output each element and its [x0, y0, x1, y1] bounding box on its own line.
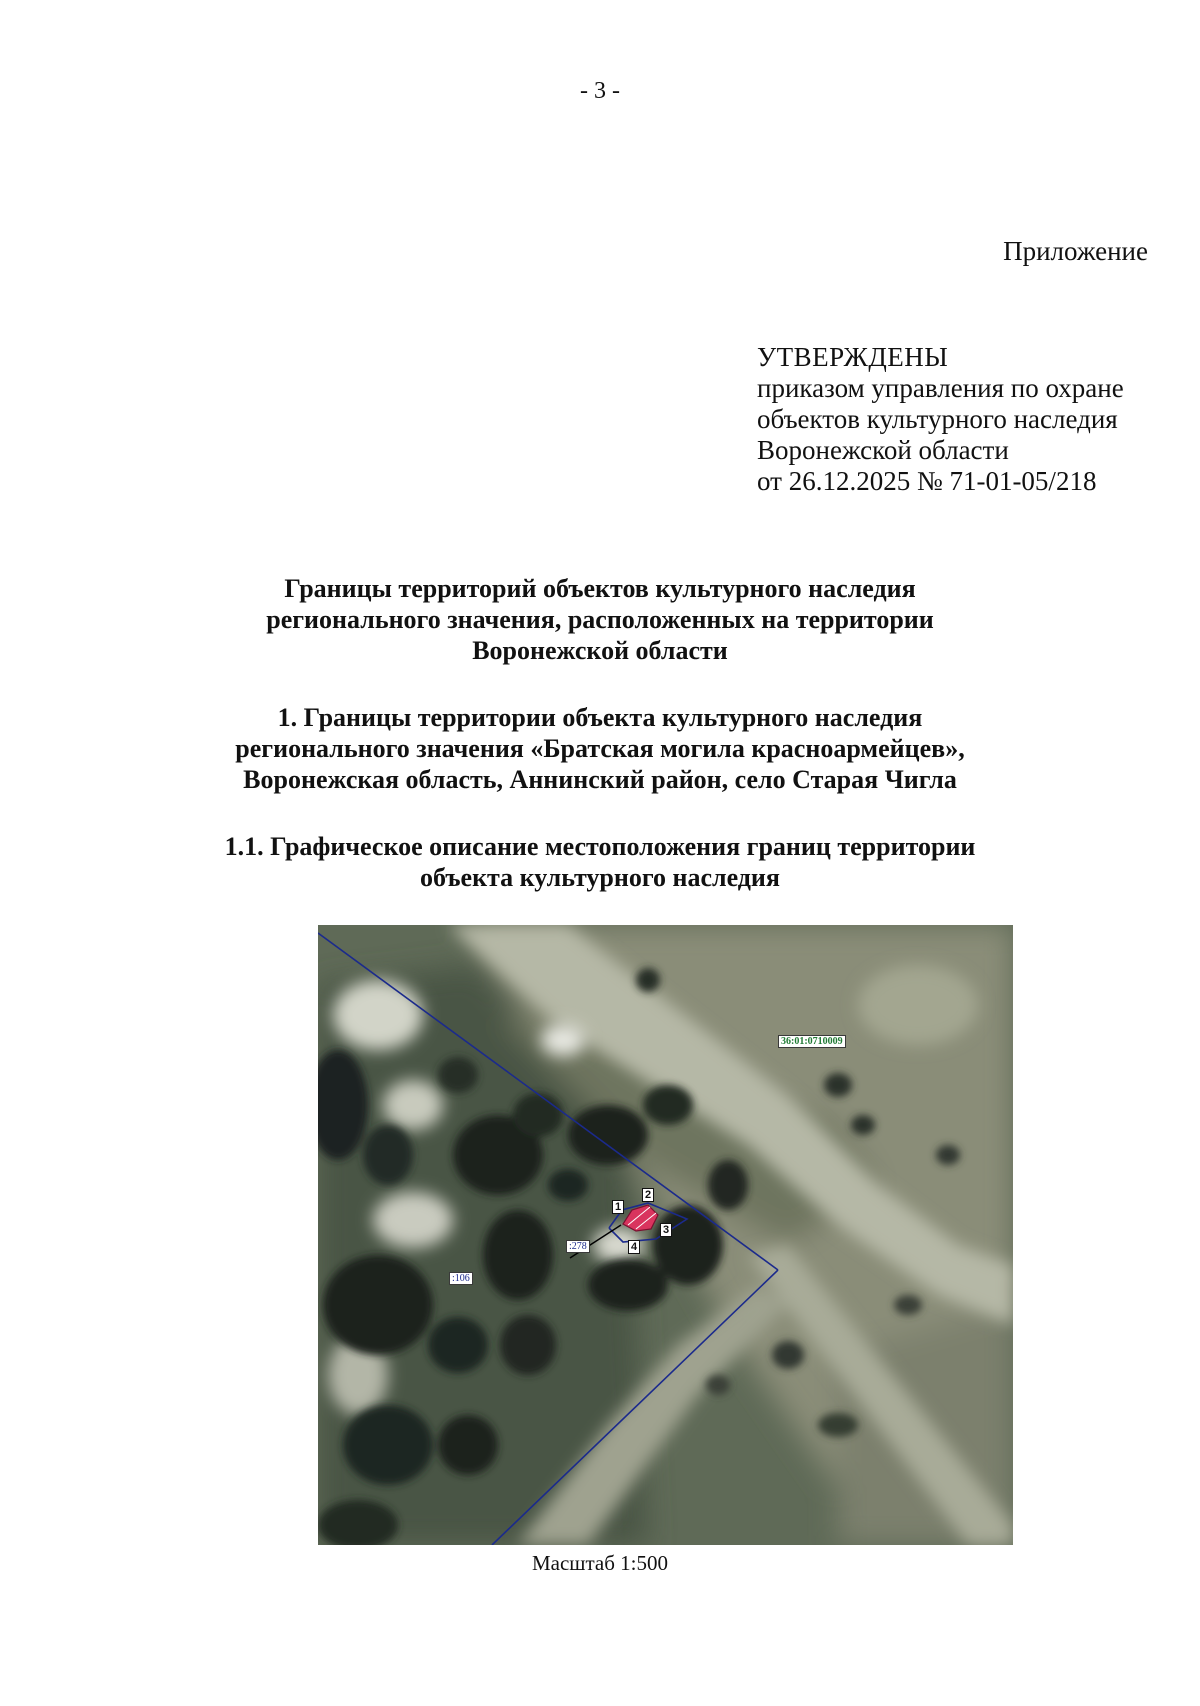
page-number: - 3 -	[580, 78, 620, 104]
section-1-1-heading	[0, 831, 1200, 893]
main-title-line: Границы территорий объектов культурного наследия	[284, 574, 916, 603]
boundary-point-3: 3	[660, 1223, 672, 1237]
parcel-106-label: :106	[449, 1272, 473, 1285]
boundary-point-4: 4	[628, 1240, 640, 1254]
section-1-line: регионального значения «Братская могила красноармейцев»,	[235, 734, 965, 763]
parcel-278-label: :278	[566, 1240, 590, 1253]
approval-block	[757, 342, 1124, 497]
boundary-point-2: 2	[642, 1188, 654, 1202]
approval-title: УТВЕРЖДЕНЫ	[757, 342, 949, 372]
approval-date-number: от 26.12.2025 № 71-01-05/218	[757, 466, 1097, 496]
main-title	[0, 573, 1200, 666]
section-1-1-line: 1.1. Графическое описание местоположения границ территории	[224, 832, 976, 861]
approval-line: объектов культурного наследия	[757, 404, 1118, 434]
main-title-line: регионального значения, расположенных на территории	[266, 605, 934, 634]
section-1-heading	[0, 702, 1200, 795]
main-title-line: Воронежской области	[472, 636, 728, 665]
section-1-1-line: объекта культурного наследия	[420, 863, 780, 892]
approval-line: приказом управления по охране	[757, 373, 1124, 403]
section-1-line: Воронежская область, Аннинский район, село Старая Чигла	[243, 765, 957, 794]
appendix-label: Приложение	[1003, 236, 1148, 266]
approval-line: Воронежской области	[757, 435, 1009, 465]
satellite-map	[318, 925, 1013, 1545]
boundary-point-1: 1	[612, 1200, 624, 1214]
cadastral-number-label: 36:01:0710009	[778, 1035, 846, 1048]
section-1-line: 1. Границы территории объекта культурного наследия	[277, 703, 923, 732]
map-scale-caption: Масштаб 1:500	[531, 1551, 668, 1575]
